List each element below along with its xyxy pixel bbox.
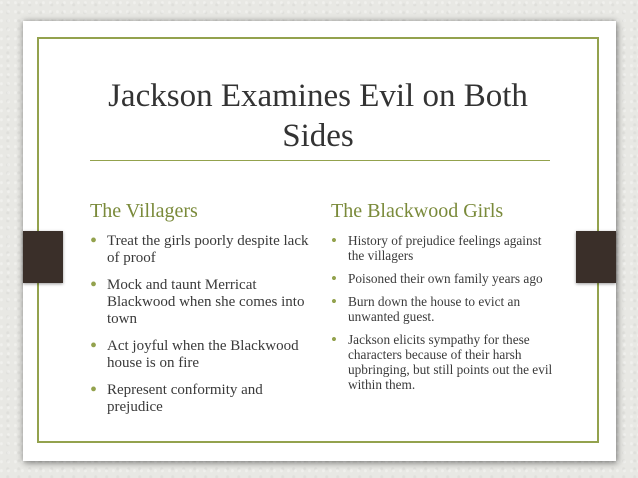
bullet-icon: • bbox=[90, 335, 98, 357]
villagers-heading: The Villagers bbox=[90, 200, 198, 222]
list-item bbox=[331, 332, 561, 392]
slide-title: Jackson Examines Evil on Both Sides bbox=[108, 78, 528, 154]
villagers-column bbox=[90, 198, 315, 426]
list-item-text: Act joyful when the Blackwood house is on fire bbox=[107, 338, 299, 371]
bullet-icon: • bbox=[90, 230, 98, 252]
list-item-text: History of prejudice feelings against the villagers bbox=[348, 233, 542, 263]
bullet-icon: • bbox=[331, 292, 337, 311]
blackwood-list bbox=[331, 233, 561, 392]
list-item bbox=[90, 379, 315, 416]
list-item bbox=[331, 271, 561, 286]
list-item bbox=[331, 294, 561, 324]
list-item-text: Represent conformity and prejudice bbox=[107, 382, 263, 415]
list-item-text: Mock and taunt Merricat Blackwood when she comes into town bbox=[107, 277, 305, 327]
villagers-list bbox=[90, 230, 315, 416]
bullet-icon: • bbox=[331, 231, 337, 250]
bullet-icon: • bbox=[331, 330, 337, 349]
list-item bbox=[331, 233, 561, 263]
bullet-icon: • bbox=[90, 274, 98, 296]
list-item-text: Burn down the house to evict an unwanted guest. bbox=[348, 294, 521, 324]
title-divider bbox=[90, 160, 550, 161]
bullet-icon: • bbox=[90, 379, 98, 401]
list-item-text: Treat the girls poorly despite lack of proof bbox=[107, 233, 309, 266]
list-item-text: Poisoned their own family years ago bbox=[348, 271, 543, 286]
list-item bbox=[90, 274, 315, 328]
right-tab-decoration bbox=[576, 231, 616, 283]
bullet-icon: • bbox=[331, 269, 337, 288]
blackwood-column bbox=[331, 198, 561, 400]
list-item bbox=[90, 230, 315, 267]
list-item-text: Jackson elicits sympathy for these characters because of their harsh upbringing, but still points out the evil within them. bbox=[348, 332, 553, 392]
list-item bbox=[90, 335, 315, 372]
left-tab-decoration bbox=[23, 231, 63, 283]
blackwood-heading: The Blackwood Girls bbox=[331, 200, 504, 222]
